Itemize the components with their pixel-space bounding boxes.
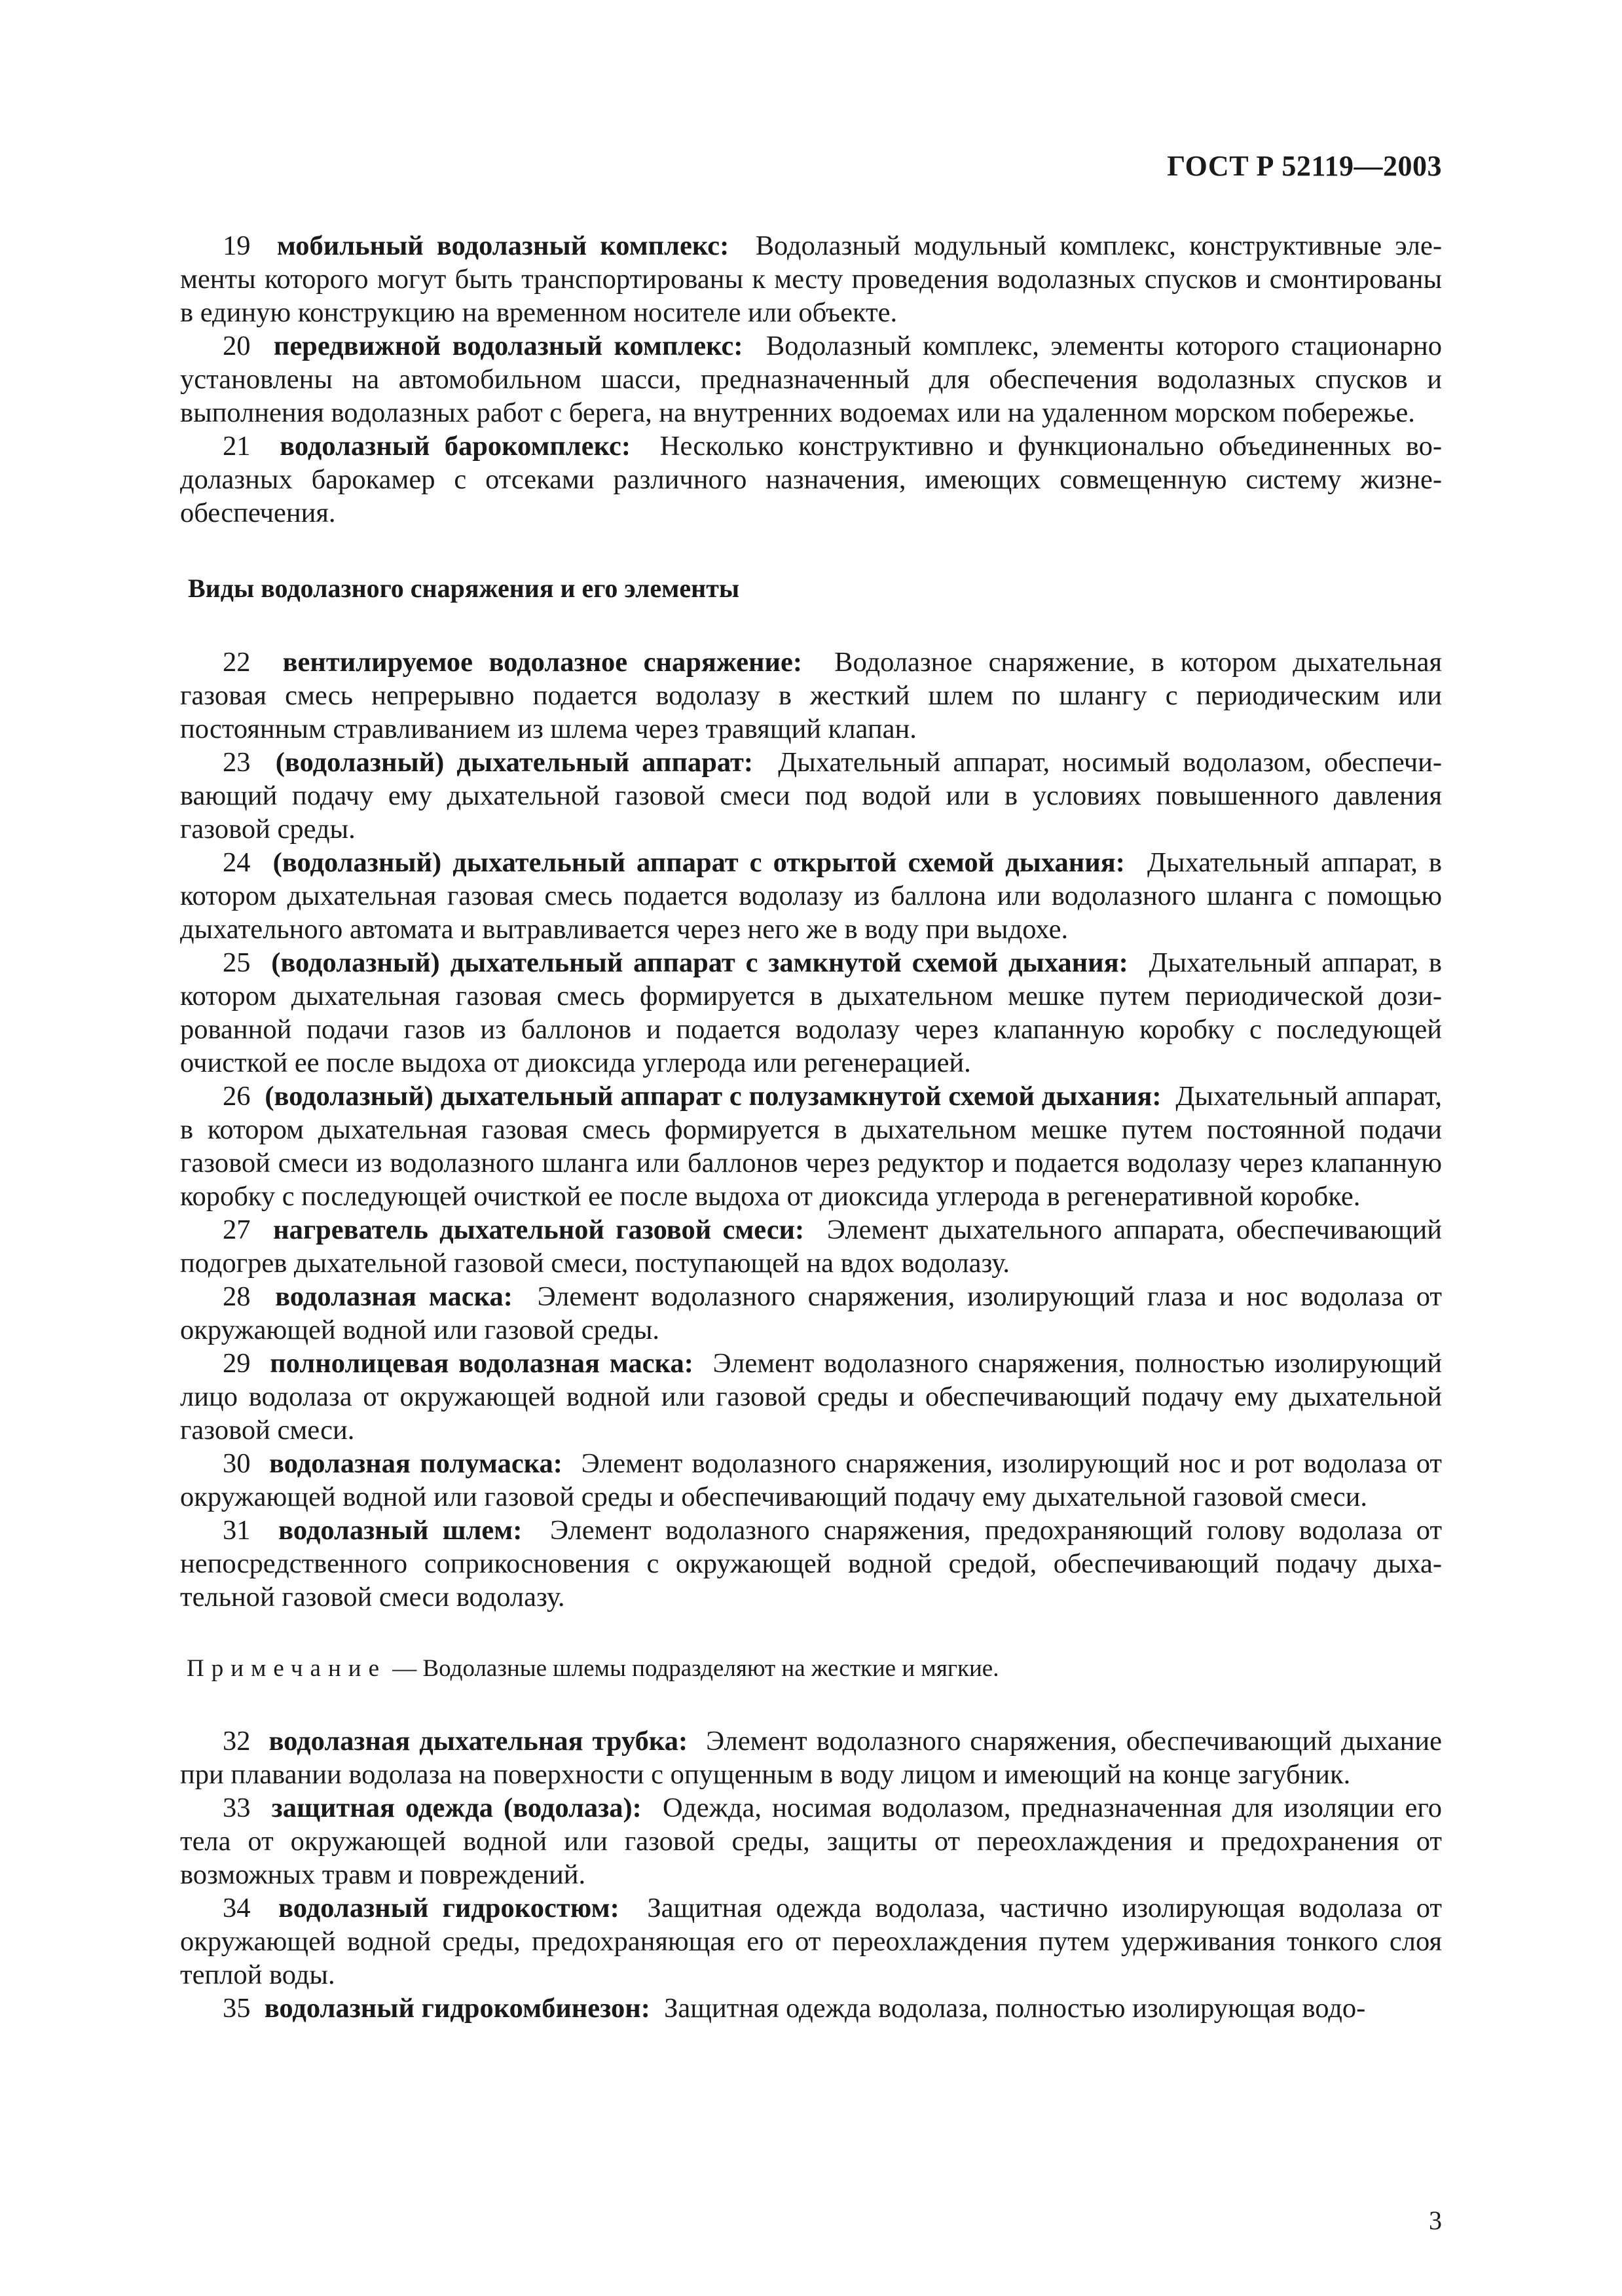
term-number: 19 — [223, 230, 251, 261]
term-number: 21 — [223, 431, 251, 462]
term-name: мобильный водолазный комплекс: — [276, 230, 729, 261]
term-entry-32 — [180, 1724, 1442, 1791]
term-definition: Водолазный модульный комплекс, конструктивные элементы которого могут быть транспортированы к месту проведения водолазных спусков и смонтированы в единую конструкцию на временном носителе или объекте. — [180, 230, 1443, 328]
term-definition: Элемент водолазного снаряжения, предохраняющий голову водолаза от непосредственного соприкосновения с окружающей водной средой, обеспечивающий подачу дыхательной газовой смеси водолазу. — [180, 1515, 1443, 1613]
section-heading: Виды водолазного снаряжения и его элементы — [188, 574, 740, 603]
term-definition: Дыхательный аппарат, в котором дыхательная газовая смесь формируется в дыхательном мешке путем периодической дозированной подачи газов из баллонов и подается водолазу через клапанную коробку с последующей очисткой ее после выдоха от диоксида углерода или регенерацией. — [180, 947, 1442, 1078]
term-entry-24 — [180, 846, 1442, 946]
term-name: водолазная полумаска: — [269, 1448, 562, 1479]
term-definition: Дыхательный аппарат, в котором дыхательная газовая смесь подается водолазу из баллона или водолазного шланга с помощью дыхательного автомата и вытравливается через него же в воду при выдохе. — [180, 847, 1442, 945]
term-name: водолазный барокомплекс: — [280, 431, 631, 462]
term-entry-27 — [180, 1213, 1442, 1280]
term-entry-28 — [180, 1280, 1442, 1347]
term-entry-33 — [180, 1791, 1442, 1891]
term-number: 26 — [223, 1081, 251, 1112]
term-name: (водолазный) дыхательный аппарат с открытой схемой дыхания: — [272, 847, 1125, 878]
term-name: нагреватель дыхательной газовой смеси: — [273, 1214, 805, 1245]
term-name: полнолицевая водолазная маска: — [270, 1348, 693, 1379]
term-entry-35 — [180, 1992, 1442, 2025]
term-definition: Защитная одежда водолаза, частично изолирующая водолаза от окружающей водной среды, предохраняющая его от переохлаждения путем удерживания тонкого слоя теплой воды. — [180, 1893, 1442, 1990]
term-definition: Водолазное снаряжение, в котором дыхательная газовая смесь непрерывно подается водолазу в жесткий шлем по шлангу с периодическим или постоянным стравливанием из шлема через травящий клапан. — [180, 647, 1443, 744]
term-definition: Элемент водолазного снаряжения, обеспечивающий дыхание при плавании водолаза на поверхности с опущенным в воду лицом и имеющий на конце загубник. — [180, 1726, 1443, 1790]
term-number: 29 — [223, 1348, 251, 1379]
term-number: 33 — [223, 1793, 251, 1823]
term-number: 27 — [223, 1214, 251, 1245]
note-label: Примечание — [187, 1655, 386, 1682]
term-name: защитная одежда (водолаза): — [271, 1793, 642, 1823]
term-definition: Одежда, носимая водолазом, предназначенная для изоляции его тела от окружающей водной или газовой среды, защиты от переохлаждения и предохранения от возможных травм и повреждений. — [180, 1793, 1443, 1890]
term-number: 23 — [223, 747, 251, 778]
term-entry-26 — [180, 1080, 1442, 1213]
term-number: 31 — [223, 1515, 251, 1546]
document-id-header: ГОСТ Р 52119—2003 — [1167, 150, 1442, 182]
term-entry-31 — [180, 1514, 1442, 1614]
note-paragraph — [180, 1652, 1442, 1685]
term-entry-34 — [180, 1891, 1442, 1992]
note-text: — Водолазные шлемы подразделяют на жесткие и мягкие. — [392, 1655, 999, 1682]
term-number: 24 — [223, 847, 251, 878]
term-entry-21 — [180, 429, 1442, 530]
term-entry-22 — [180, 646, 1442, 746]
term-number: 20 — [223, 331, 251, 361]
term-number: 30 — [223, 1448, 251, 1479]
term-entry-23 — [180, 746, 1442, 846]
term-name: вентилируемое водолазное снаряжение: — [282, 647, 803, 678]
term-name: водолазный гидрокостюм: — [278, 1893, 619, 1923]
term-name: водолазный гидрокомбинезон: — [264, 1993, 650, 2024]
term-number: 34 — [223, 1893, 251, 1923]
term-definition: Элемент водолазного снаряжения, изолирующий глаза и нос водолаза от окружающей водной или газовой среды. — [180, 1281, 1442, 1345]
term-entry-25 — [180, 946, 1442, 1080]
term-definition: Элемент дыхательного аппарата, обеспечивающий подогрев дыхательной газовой смеси, поступающей на вдох водолазу. — [180, 1214, 1442, 1279]
term-name: водолазная дыхательная трубка: — [268, 1726, 688, 1757]
term-number: 22 — [223, 647, 251, 678]
term-definition: Несколько конструктивно и функционально объединенных водолазных барокамер с отсеками различного назначения, имеющих совмещенную систему жизнеобеспечения. — [180, 431, 1443, 528]
term-number: 28 — [223, 1281, 251, 1312]
term-number: 32 — [223, 1726, 251, 1757]
term-name: водолазная маска: — [275, 1281, 513, 1312]
term-name: (водолазный) дыхательный аппарат с замкнутой схемой дыхания: — [271, 947, 1128, 978]
term-name: (водолазный) дыхательный аппарат с полузамкнутой схемой дыхания: — [265, 1081, 1162, 1112]
term-number: 35 — [223, 1993, 251, 2024]
term-name: передвижной водолазный комплекс: — [273, 331, 743, 361]
term-number: 25 — [223, 947, 251, 978]
term-entry-19 — [180, 229, 1442, 329]
term-definition: Элемент водолазного снаряжения, полностью изолирующий лицо водолаза от окружающей водной или газовой среды и обеспечивающий подачу ему дыхательной газовой смеси. — [180, 1348, 1443, 1446]
term-definition: Защитная одежда водолаза, полностью изолирующая водо- — [664, 1993, 1366, 2024]
term-definition: Дыхательный аппарат, носимый водолазом, обеспечивающий подачу ему дыхательной газовой смеси под водой или в условиях повышенного давления газовой среды. — [180, 747, 1443, 845]
term-name: (водолазный) дыхательный аппарат: — [275, 747, 754, 778]
document-body — [180, 229, 1442, 2025]
page-number: 3 — [1429, 2206, 1442, 2235]
term-definition: Водолазный комплекс, элементы которого стационарно установлены на автомобильном шасси, предназначенный для обеспечения водолазных спусков и выполнения водолазных работ с берега, на внутренних водоемах или на удаленном морском побережье. — [180, 331, 1443, 428]
term-entry-29 — [180, 1347, 1442, 1447]
term-definition: Элемент водолазного снаряжения, изолирующий нос и рот водолаза от окружающей водной или газовой среды и обеспечивающий подачу ему дыхательной газовой смеси. — [180, 1448, 1442, 1512]
term-definition: Дыхательный аппарат, в котором дыхательная газовая смесь формируется в дыхательном мешке путем постоянной подачи газовой смеси из водолазного шланга или баллонов через редуктор и подается водолазу через клапанную коробку с последующей очисткой ее после выдоха от диоксида углерода в регенеративной коробке. — [180, 1081, 1443, 1212]
term-entry-20 — [180, 329, 1442, 429]
term-entry-30 — [180, 1447, 1442, 1514]
term-name: водолазный шлем: — [278, 1515, 523, 1546]
